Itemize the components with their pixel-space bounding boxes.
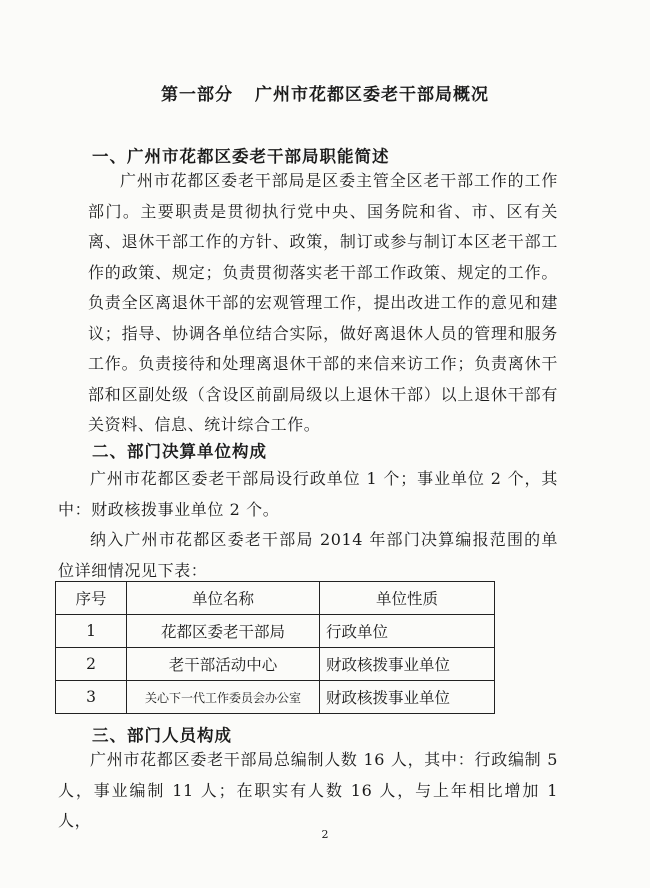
row-name: 老干部活动中心: [127, 648, 320, 681]
units-table: [55, 581, 495, 714]
row-kind: 财政核拨事业单位: [320, 681, 495, 714]
row-kind: 行政单位: [320, 615, 495, 648]
row-name: 花都区委老干部局: [127, 615, 320, 648]
table-header-row: [56, 582, 495, 615]
header-name: 单位名称: [127, 582, 320, 615]
table-row: [56, 615, 495, 648]
table-row: [56, 648, 495, 681]
section1-body: 广州市花都区委老干部局是区委主管全区老干部工作的工作部门。主要职责是贯彻执行党中央、国务院和省、市、区有关离、退休干部工作的方针、政策，制订或参与制订本区老干部工作的政策、规定；负责贯彻落实老干部工作政策、规定的工作。负责全区离退休干部的宏观管理工作，提出改进工作的意见和建议；指导、协调各单位结合实际，做好离退休人员的管理和服务工作。负责接待和处理离退休干部的来信来访工作；负责离休干部和区副处级（含设区前副局级以上退休干部）以上退休干部有关资料、信息、统计综合工作。: [88, 171, 558, 434]
header-no: 序号: [56, 582, 127, 615]
row-name: 关心下一代工作委员会办公室: [127, 681, 320, 714]
header-kind: 单位性质: [320, 582, 495, 615]
row-no: 2: [56, 648, 127, 681]
row-no: 1: [56, 615, 127, 648]
section3-body: 广州市花都区委老干部局总编制人数 16 人，其中：行政编制 5 人，事业编制 11 人；在职实有人数 16 人，与上年相比增加 1 人，: [58, 750, 558, 830]
page-title: [0, 80, 650, 105]
section2-body1: 广州市花都区委老干部局设行政单位 1 个；事业单位 2 个，其中：财政核拨事业单位 2 个。: [58, 469, 558, 519]
row-kind: 财政核拨事业单位: [320, 648, 495, 681]
page-number: 2: [321, 828, 329, 841]
title-part: 第一部分: [161, 85, 233, 105]
section2-body2: 纳入广州市花都区委老干部局 2014 年部门决算编报范围的单位详细情况见下表：: [58, 530, 558, 580]
section1-heading: 一、广州市花都区委老干部局职能简述: [92, 147, 390, 166]
section2-heading: 二、部门决算单位构成: [92, 442, 267, 461]
title-name: 广州市花都区委老干部局概况: [255, 85, 489, 105]
row-no: 3: [56, 681, 127, 714]
section3-heading: 三、部门人员构成: [92, 726, 232, 745]
table-row: [56, 681, 495, 714]
